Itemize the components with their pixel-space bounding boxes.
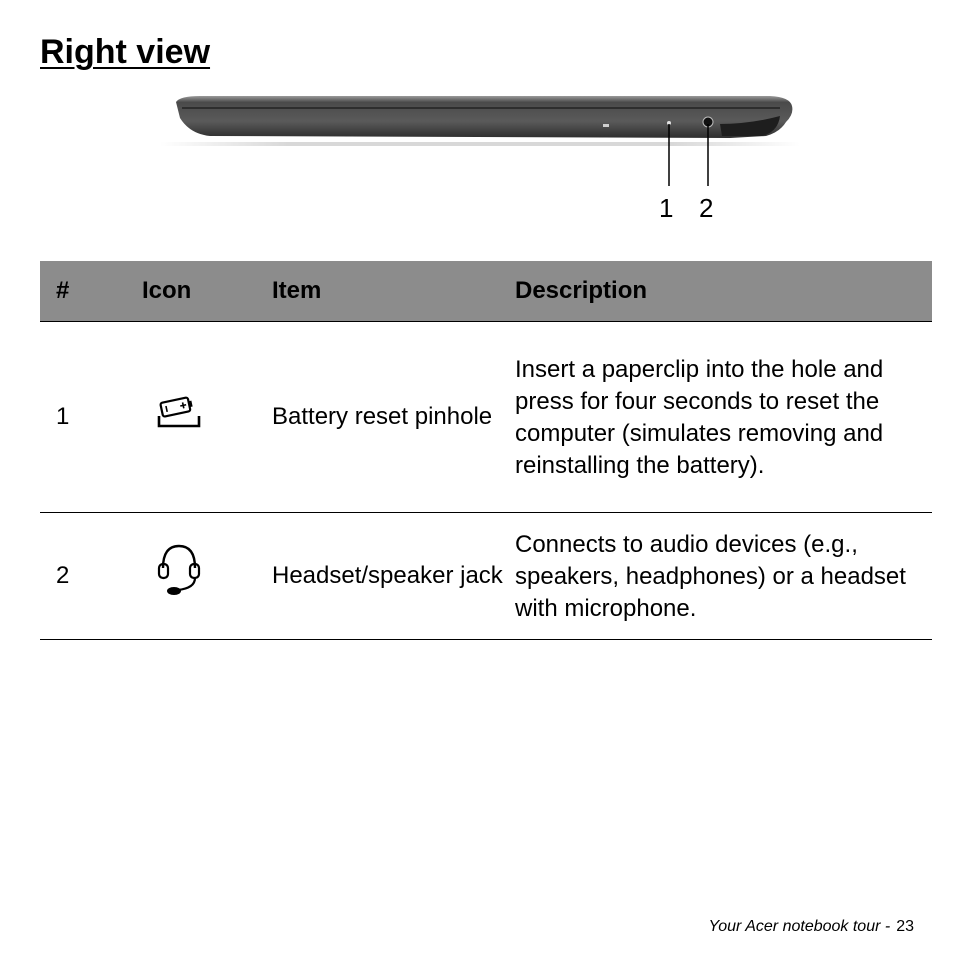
header-description: Description [515, 261, 932, 322]
table-row [40, 322, 932, 513]
table-header-row [40, 261, 932, 322]
row-description: Insert a paperclip into the hole and press for four seconds to reset the computer (simulates removing and reinstalling the battery). [515, 322, 932, 513]
page-number: 23 [896, 918, 914, 935]
footer-section: Your Acer notebook tour - [708, 918, 891, 935]
page-title: Right view [40, 33, 211, 71]
table-row [40, 513, 932, 640]
header-icon: Icon [142, 261, 272, 322]
side-indicator [603, 124, 609, 127]
row-num: 2 [40, 513, 142, 640]
callout-label-1: 1 [659, 193, 674, 223]
row-description: Connects to audio devices (e.g., speakers, headphones) or a headset with microphone. [515, 513, 932, 640]
headset-icon [154, 544, 204, 594]
header-num: # [40, 261, 142, 322]
row-item: Battery reset pinhole [272, 322, 515, 513]
header-item: Item [272, 261, 515, 322]
laptop-right-side-figure [150, 88, 810, 228]
ports-table [40, 261, 916, 640]
figure-shadow [160, 142, 800, 146]
callout-label-2: 2 [699, 193, 714, 223]
page-footer [708, 918, 914, 936]
laptop-body [176, 96, 792, 138]
row-num: 1 [40, 322, 142, 513]
row-item: Headset/speaker jack [272, 513, 515, 640]
battery-reset-icon [154, 388, 204, 438]
